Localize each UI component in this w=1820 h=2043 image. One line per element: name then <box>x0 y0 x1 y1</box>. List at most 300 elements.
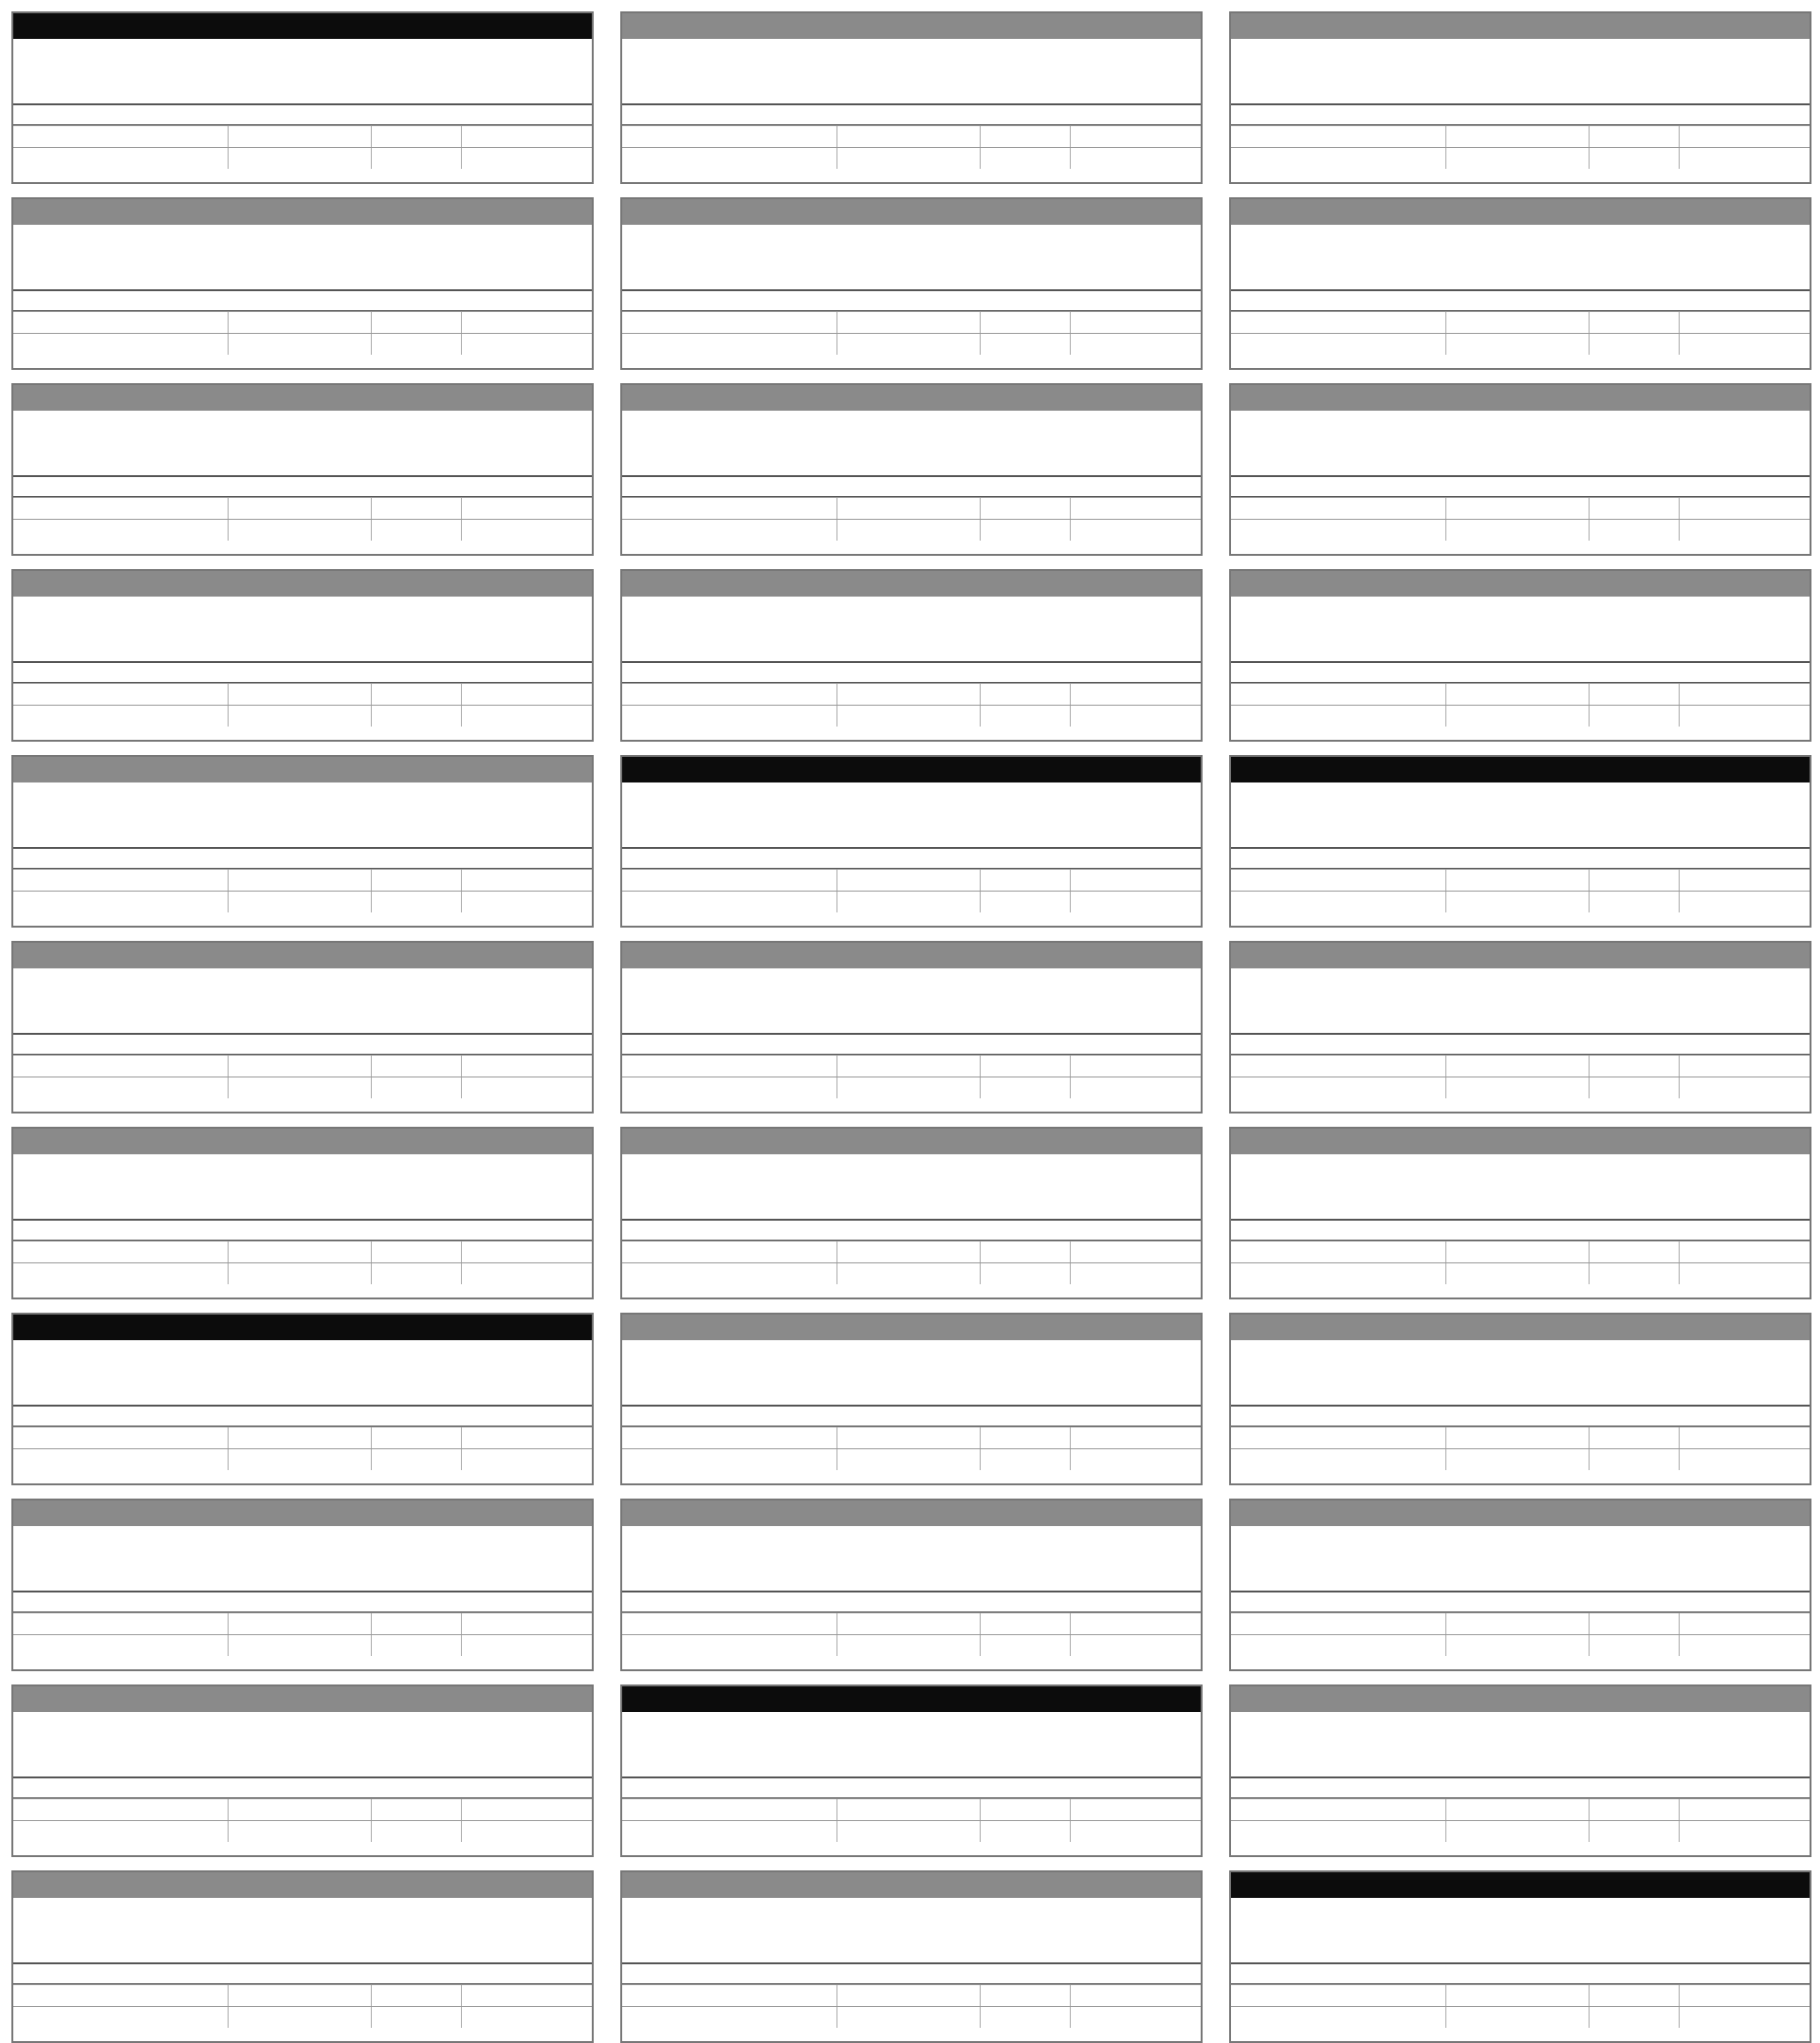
table-cell <box>1590 870 1680 891</box>
report-card <box>1229 1684 1811 1857</box>
table-cell <box>462 892 592 912</box>
table-cell <box>1231 892 1446 912</box>
summary-row <box>21 640 584 661</box>
summary-row <box>630 805 1193 826</box>
table-cell <box>372 1821 462 1842</box>
table-cell <box>1231 1427 1446 1448</box>
table-row <box>1231 2006 1810 2028</box>
table-cell <box>13 2007 229 2028</box>
summary-row <box>630 433 1193 454</box>
table-cell <box>1071 1613 1201 1634</box>
card-title <box>622 199 1201 225</box>
summary-row <box>1239 619 1802 640</box>
table-row <box>622 869 1201 891</box>
table-cell <box>1446 1263 1590 1284</box>
table-cell <box>1590 706 1680 727</box>
table-cell <box>622 870 837 891</box>
table-row <box>13 2006 592 2028</box>
table-row <box>13 869 592 891</box>
table-cell <box>1590 1056 1680 1077</box>
table-cell <box>1071 1449 1201 1470</box>
summary-row <box>630 1198 1193 1219</box>
table-cell <box>1071 1635 1201 1656</box>
card-summary <box>622 782 1201 847</box>
table-cell <box>622 892 837 912</box>
table-row <box>1231 1984 1810 2006</box>
summary-row <box>21 83 584 103</box>
table-cell <box>462 1427 592 1448</box>
table-cell <box>837 1613 981 1634</box>
table-row <box>622 1984 1201 2006</box>
table-cell <box>1071 148 1201 169</box>
card-title <box>1231 385 1810 411</box>
table-cell <box>372 312 462 333</box>
table-header <box>1231 847 1810 869</box>
card-summary <box>622 1526 1201 1591</box>
table-cell <box>229 706 372 727</box>
summary-row <box>21 991 584 1012</box>
table-cell <box>229 148 372 169</box>
report-card <box>1229 1127 1811 1299</box>
table-cell <box>13 1799 229 1820</box>
table-row <box>1231 497 1810 519</box>
summary-row <box>1239 1921 1802 1942</box>
table-cell <box>1680 1635 1810 1656</box>
report-card <box>11 1684 594 1857</box>
table-row <box>1231 705 1810 727</box>
summary-row <box>21 1342 584 1363</box>
table-row <box>1231 125 1810 147</box>
table-cell <box>229 126 372 147</box>
summary-row <box>21 1549 584 1570</box>
summary-row <box>21 1714 584 1735</box>
table-cell <box>1590 1985 1680 2006</box>
table-cell <box>372 498 462 519</box>
table-cell <box>1680 1613 1810 1634</box>
table-cell <box>13 1821 229 1842</box>
summary-row <box>630 248 1193 268</box>
table-cell <box>622 1077 837 1098</box>
card-summary <box>13 39 592 103</box>
table-cell <box>1446 1613 1590 1634</box>
table-header <box>622 289 1201 311</box>
table-cell <box>13 498 229 519</box>
table-row <box>13 497 592 519</box>
table-cell <box>1231 1821 1446 1842</box>
card-summary <box>1231 1898 1810 1962</box>
report-card <box>11 1313 594 1485</box>
card-title <box>1231 199 1810 225</box>
summary-row <box>21 805 584 826</box>
table-cell <box>13 1449 229 1470</box>
report-card <box>11 197 594 370</box>
table-row <box>1231 1077 1810 1098</box>
table-cell <box>372 334 462 355</box>
table-header <box>1231 475 1810 497</box>
table-cell <box>372 1449 462 1470</box>
report-card <box>1229 1313 1811 1485</box>
report-card <box>11 569 594 742</box>
summary-row <box>630 41 1193 62</box>
table-cell <box>981 1427 1071 1448</box>
table-cell <box>1446 1821 1590 1842</box>
summary-row <box>21 1756 584 1776</box>
table-cell <box>1590 520 1680 541</box>
table-cell <box>229 1821 372 1842</box>
table-header <box>13 1219 592 1241</box>
table-row <box>13 1262 592 1284</box>
summary-row <box>1239 1363 1802 1384</box>
card-title <box>13 571 592 597</box>
table-cell <box>1071 126 1201 147</box>
table-header <box>1231 103 1810 125</box>
table-cell <box>1231 334 1446 355</box>
summary-row <box>1239 1549 1802 1570</box>
table-row <box>13 1820 592 1842</box>
table-cell <box>1446 498 1590 519</box>
table-cell <box>1680 1799 1810 1820</box>
summary-row <box>21 454 584 475</box>
table-header <box>1231 289 1810 311</box>
summary-row <box>21 1363 584 1384</box>
table-cell <box>837 1985 981 2006</box>
table-cell <box>622 2007 837 2028</box>
table-cell <box>462 126 592 147</box>
summary-row <box>1239 62 1802 83</box>
summary-row <box>1239 1942 1802 1962</box>
table-header <box>1231 1776 1810 1798</box>
summary-row <box>21 1921 584 1942</box>
table-cell <box>1680 1427 1810 1448</box>
summary-row <box>1239 826 1802 847</box>
table-header <box>1231 1405 1810 1426</box>
table-cell <box>13 334 229 355</box>
table-row <box>1231 311 1810 333</box>
card-title <box>13 1129 592 1154</box>
table-cell <box>622 1449 837 1470</box>
table-row <box>622 497 1201 519</box>
report-card <box>1229 941 1811 1114</box>
table-cell <box>229 312 372 333</box>
table-cell <box>1590 1799 1680 1820</box>
table-header <box>622 1405 1201 1426</box>
summary-row <box>1239 805 1802 826</box>
table-cell <box>1071 1799 1201 1820</box>
report-card <box>11 1499 594 1671</box>
table-cell <box>13 892 229 912</box>
card-title <box>622 1129 1201 1154</box>
table-cell <box>1680 148 1810 169</box>
summary-row <box>21 1177 584 1198</box>
table-header <box>13 103 592 125</box>
table-cell <box>372 126 462 147</box>
summary-row <box>1239 640 1802 661</box>
table-row <box>1231 1241 1810 1262</box>
summary-row <box>1239 227 1802 248</box>
table-cell <box>981 148 1071 169</box>
table-cell <box>229 1427 372 1448</box>
table-cell <box>837 706 981 727</box>
table-cell <box>622 1613 837 1634</box>
table-cell <box>837 1263 981 1284</box>
table-cell <box>981 1449 1071 1470</box>
summary-row <box>1239 1756 1802 1776</box>
summary-row <box>1239 1384 1802 1405</box>
table-cell <box>1446 870 1590 891</box>
table-cell <box>981 1635 1071 1656</box>
table-cell <box>372 1613 462 1634</box>
table-cell <box>1446 2007 1590 2028</box>
table-cell <box>1680 334 1810 355</box>
summary-row <box>630 598 1193 619</box>
table-cell <box>622 148 837 169</box>
table-row <box>13 1241 592 1262</box>
table-cell <box>1231 498 1446 519</box>
card-summary <box>13 782 592 847</box>
card-summary <box>1231 1154 1810 1219</box>
report-card <box>11 383 594 556</box>
table-cell <box>1446 1799 1590 1820</box>
table-cell <box>229 1056 372 1077</box>
table-cell <box>462 870 592 891</box>
table-row <box>622 1798 1201 1820</box>
table-cell <box>1071 1985 1201 2006</box>
card-summary <box>622 225 1201 289</box>
summary-row <box>21 41 584 62</box>
table-cell <box>981 706 1071 727</box>
summary-row <box>21 62 584 83</box>
card-title <box>1231 1129 1810 1154</box>
summary-row <box>1239 1714 1802 1735</box>
table-cell <box>1071 312 1201 333</box>
table-cell <box>622 1056 837 1077</box>
report-card <box>620 1499 1203 1671</box>
table-cell <box>462 1242 592 1262</box>
card-title <box>1231 571 1810 597</box>
table-cell <box>837 1821 981 1842</box>
table-header <box>13 661 592 683</box>
summary-row <box>630 227 1193 248</box>
table-cell <box>229 1242 372 1262</box>
table-row <box>622 1077 1201 1098</box>
table-header <box>622 847 1201 869</box>
table-cell <box>229 1449 372 1470</box>
table-cell <box>622 1263 837 1284</box>
table-row <box>13 147 592 169</box>
summary-row <box>21 268 584 289</box>
table-cell <box>622 706 837 727</box>
summary-row <box>630 413 1193 433</box>
summary-row <box>630 1756 1193 1776</box>
table-cell <box>1590 1427 1680 1448</box>
table-cell <box>1071 1242 1201 1262</box>
summary-row <box>1239 41 1802 62</box>
card-summary <box>622 1340 1201 1405</box>
report-card <box>1229 197 1811 370</box>
card-summary <box>622 597 1201 661</box>
table-row <box>13 1798 592 1820</box>
summary-row <box>630 784 1193 805</box>
table-row <box>622 125 1201 147</box>
table-cell <box>13 312 229 333</box>
report-card <box>620 383 1203 556</box>
table-cell <box>1231 1056 1446 1077</box>
summary-row <box>1239 970 1802 991</box>
table-cell <box>462 1613 592 1634</box>
table-cell <box>1446 892 1590 912</box>
report-card <box>620 1127 1203 1299</box>
table-cell <box>13 684 229 705</box>
table-cell <box>1446 148 1590 169</box>
card-summary <box>622 411 1201 475</box>
table-row <box>622 1426 1201 1448</box>
card-summary <box>1231 782 1810 847</box>
table-cell <box>1680 706 1810 727</box>
table-row <box>13 1055 592 1077</box>
table-cell <box>229 892 372 912</box>
table-cell <box>1446 334 1590 355</box>
table-cell <box>622 1985 837 2006</box>
table-cell <box>1680 1242 1810 1262</box>
table-header <box>13 475 592 497</box>
card-summary <box>13 968 592 1033</box>
table-cell <box>462 498 592 519</box>
card-title <box>1231 1315 1810 1340</box>
table-cell <box>837 2007 981 2028</box>
table-cell <box>13 148 229 169</box>
card-title <box>1231 1500 1810 1526</box>
table-cell <box>1590 312 1680 333</box>
table-row <box>13 891 592 912</box>
table-cell <box>372 1263 462 1284</box>
report-card <box>620 11 1203 184</box>
table-cell <box>1071 1821 1201 1842</box>
card-summary <box>13 1340 592 1405</box>
card-title <box>13 199 592 225</box>
summary-row <box>1239 1198 1802 1219</box>
table-cell <box>622 126 837 147</box>
summary-row <box>630 268 1193 289</box>
table-header <box>13 1776 592 1798</box>
table-cell <box>462 1449 592 1470</box>
summary-row <box>21 433 584 454</box>
table-row <box>622 1820 1201 1842</box>
table-cell <box>462 1821 592 1842</box>
table-cell <box>229 1635 372 1656</box>
table-header <box>622 1962 1201 1984</box>
card-title <box>13 1872 592 1898</box>
report-card <box>620 569 1203 742</box>
table-cell <box>13 870 229 891</box>
summary-row <box>21 413 584 433</box>
table-cell <box>1231 312 1446 333</box>
table-header <box>1231 1033 1810 1055</box>
card-summary <box>1231 968 1810 1033</box>
summary-row <box>21 1384 584 1405</box>
table-header <box>13 847 592 869</box>
table-row <box>13 1612 592 1634</box>
table-cell <box>981 1821 1071 1842</box>
table-row <box>622 147 1201 169</box>
table-row <box>622 1448 1201 1470</box>
table-cell <box>462 312 592 333</box>
table-row <box>622 1241 1201 1262</box>
table-cell <box>1231 684 1446 705</box>
summary-row <box>630 826 1193 847</box>
table-row <box>1231 1448 1810 1470</box>
table-row <box>1231 869 1810 891</box>
table-cell <box>1446 1449 1590 1470</box>
summary-row <box>21 1900 584 1921</box>
table-cell <box>1680 312 1810 333</box>
summary-row <box>630 1528 1193 1549</box>
report-card <box>620 941 1203 1114</box>
table-cell <box>981 1056 1071 1077</box>
report-card <box>11 941 594 1114</box>
table-cell <box>1590 2007 1680 2028</box>
card-title <box>622 1872 1201 1898</box>
table-cell <box>372 684 462 705</box>
card-title <box>1231 1686 1810 1712</box>
card-summary <box>1231 225 1810 289</box>
table-cell <box>1446 312 1590 333</box>
table-cell <box>622 1821 837 1842</box>
summary-row <box>630 62 1193 83</box>
summary-row <box>21 1735 584 1756</box>
summary-row <box>21 1528 584 1549</box>
table-cell <box>622 520 837 541</box>
report-card <box>1229 1499 1811 1671</box>
table-cell <box>1590 1449 1680 1470</box>
table-cell <box>1680 498 1810 519</box>
card-title <box>1231 757 1810 782</box>
table-cell <box>1071 684 1201 705</box>
table-row <box>622 891 1201 912</box>
card-title <box>13 1315 592 1340</box>
table-cell <box>981 334 1071 355</box>
card-summary <box>1231 1526 1810 1591</box>
table-cell <box>1590 498 1680 519</box>
report-card <box>11 1127 594 1299</box>
card-summary <box>13 597 592 661</box>
summary-row <box>1239 433 1802 454</box>
summary-row <box>1239 83 1802 103</box>
table-cell <box>837 1056 981 1077</box>
table-cell <box>622 1635 837 1656</box>
summary-row <box>630 1714 1193 1735</box>
table-cell <box>1680 870 1810 891</box>
table-row <box>1231 1798 1810 1820</box>
card-summary <box>13 1154 592 1219</box>
summary-row <box>1239 1156 1802 1177</box>
table-cell <box>1231 870 1446 891</box>
card-title <box>13 13 592 39</box>
table-cell <box>229 498 372 519</box>
table-cell <box>1231 126 1446 147</box>
table-row <box>1231 1820 1810 1842</box>
report-card <box>11 755 594 928</box>
table-cell <box>981 1985 1071 2006</box>
table-cell <box>622 1242 837 1262</box>
table-cell <box>372 706 462 727</box>
table-cell <box>1680 684 1810 705</box>
table-cell <box>981 1263 1071 1284</box>
table-header <box>13 1962 592 1984</box>
table-cell <box>622 312 837 333</box>
table-cell <box>622 1427 837 1448</box>
table-cell <box>462 148 592 169</box>
summary-row <box>21 598 584 619</box>
